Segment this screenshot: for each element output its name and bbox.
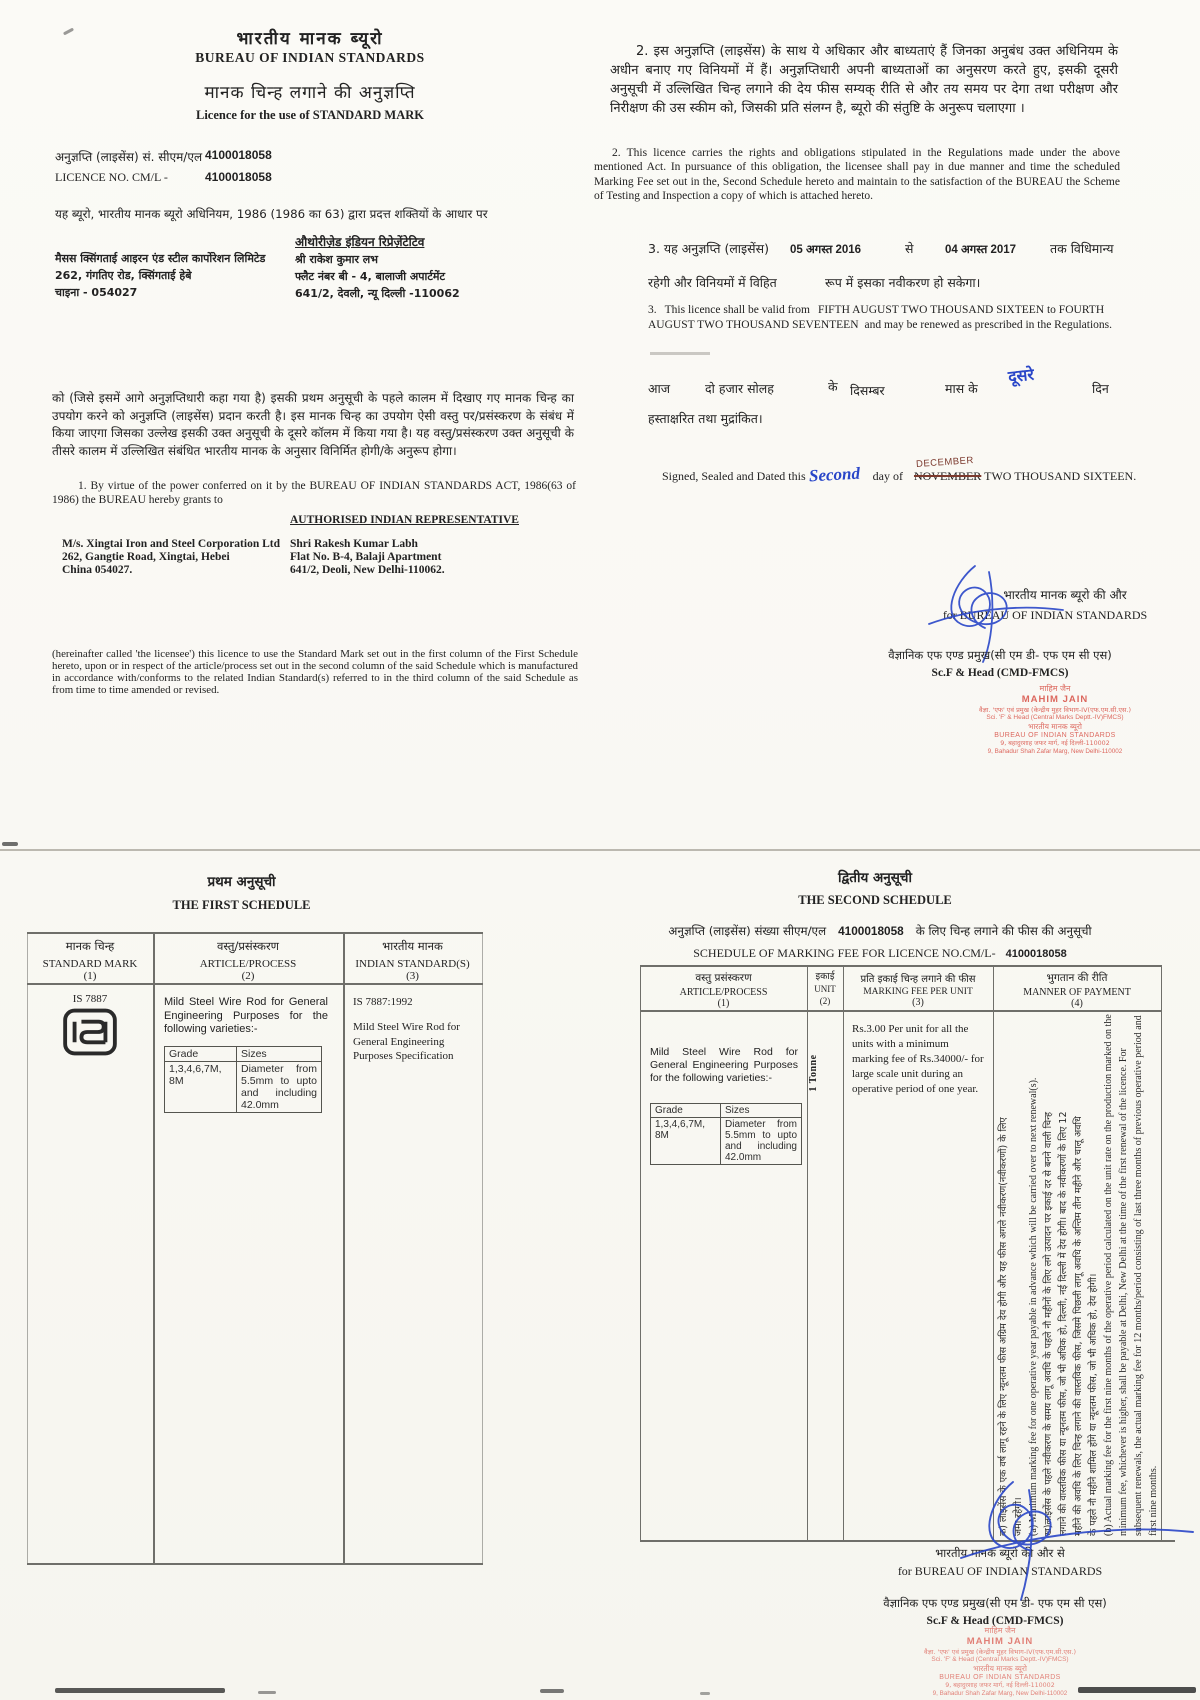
sizes-header-cell: Sizes (237, 1047, 322, 1062)
table-rule (843, 965, 844, 1540)
payment-line: first nine months. (1148, 1465, 1159, 1536)
s1-h2-english: ARTICLE/PROCESS (199, 958, 297, 970)
payment-terms-rotated (996, 1012, 1160, 1536)
air-en-line: 641/2, Deoli, New Delhi-110062. (290, 563, 445, 576)
org-name-english: BUREAU OF INDIAN STANDARDS (195, 50, 425, 65)
s2-sub-en: SCHEDULE OF MARKING FEE FOR LICENCE NO.CM/L- (693, 946, 996, 960)
org-name-hindi: भारतीय मानक ब्यूरो (236, 29, 384, 49)
scan-mark (2, 842, 18, 846)
clause2-english: 2. This licence carries the rights and obligations stipulated in the Regulations made under the above mentioned Act. In pursuance of this obligation, the licensee shall pay in due manner and time the scheduled Marking Fee set out in the, Second Schedule hereto and maintain to the satisfaction of the BUREAU the Scheme of Testing and Inspection a copy of which is attached hereto. (594, 147, 1120, 202)
official-stamp (930, 684, 1180, 756)
table-rule (27, 932, 28, 1563)
s2-header-article (640, 971, 807, 1009)
s2-h1-hindi: वस्तु प्रसंस्करण (695, 972, 752, 984)
table-rule (153, 932, 155, 1563)
s2-header-unit (807, 971, 843, 1007)
grant-paragraph-hindi: को (जिसे इसमें आगे अनुज्ञप्तिधारी कहा गया है) इसकी प्रथम अनुसूची के पहले कालम में दिखाए गए मानक चिन्ह का उपयोग करने को अनुज्ञप्ति (लाइसेंस) प्रदान करती है। इस मानक चिन्ह का उपयोग ऐसी वस्तु पर/प्रसंस्करण के संबंध में किया जाएगा जिसका उल्लेख इसकी उक्त अनुसूची के दूसरे कॉलम में किया गया है। यह वस्तु/प्रसंस्करण उक्त अनुसूची के तीसरे कालम में उल्लिखित संबंधित भारतीय मानक के अनुसार विनिर्मित होगी/के अनुरूप होगा। (52, 391, 574, 458)
stamp-line: 9, Bahadur Shah Zafar Marg, New Delhi-110002 (987, 748, 1123, 756)
stamp-line: वैज्ञा. 'एफ' एवं प्रमुख (केन्द्रीय मुहर विभाग-IV(एफ.एम.सी.एस.) (923, 1647, 1077, 1656)
licence-no-label-english: LICENCE NO. CM/L - (55, 170, 168, 184)
scan-mark (258, 1691, 276, 1694)
date-word-din: दिन (1092, 381, 1109, 396)
grade-sizes-table (650, 1103, 802, 1165)
schedule1-title-english: THE FIRST SCHEDULE (172, 898, 311, 912)
marking-fee-text: Rs.3.00 Per unit for all the units with a minimum marking fee of Rs.34000/- for large scale unit during an operative period of one year. (852, 1023, 984, 1095)
clause3-tail: and may be renewed as prescribed in the Regulations. (864, 319, 1113, 331)
air-en-line: Shri Rakesh Kumar Labh (290, 538, 418, 550)
s2-h1-english: ARTICLE/PROCESS (679, 987, 768, 998)
stamp-line: 9, बहादुरशाह जफर मार्ग, नई दिल्ली-110002 (1000, 740, 1110, 748)
s1-h3-english: INDIAN STANDARD(S) (355, 958, 470, 970)
scan-mark (540, 1689, 564, 1693)
schedule2-title-hindi: द्वितीय अनुसूची (838, 870, 912, 886)
air-en-line: Flat No. B-4, Balaji Apartment (290, 550, 442, 563)
designation-english: Sc.F & Head (CMD-FMCS) (931, 667, 1069, 679)
clause2-hindi: 2. इस अनुज्ञप्ति (लाइसेंस) के साथ ये अधिकार और बाध्यताएं हैं जिनका अनुबंध उक्त अधिनियम के अधीन बनाए गए विनियमों में हैं। अनुज्ञप्तिधारी अपनी बाध्यताओं का अनुसरण करते हुए, इसकी दूसरी अनुसूची में उल्लिखित चिन्ह लगाने की देय फीस सम्यक् रीति से और तय समय पर देगा तथा परीक्षण और निरीक्षण की उस स्कीम को, जिसकी प्रति संलग्न है, ब्यूरो की संतुष्टि के अनुरूप चलाएगा । (610, 44, 1118, 116)
s2-h2-hindi: इकाई (815, 971, 835, 982)
article-description: Mild Steel Wire Rod for General Engineering Purposes for the following varieties:- (650, 1046, 798, 1084)
scan-mark (1078, 1687, 1196, 1693)
intro-line-hindi: यह ब्यूरो, भारतीय मानक ब्यूरो अधिनियम, 1986 (1986 का 63) द्वारा प्रदत्त शक्तियों के आधार पर (55, 207, 488, 221)
air-hi-line: फ्लैट नंबर बी - 4, बालाजी अपार्टमेंट (295, 270, 446, 283)
s1-h2-number: (2) (241, 970, 255, 982)
designation-hindi: वैज्ञानिक एफ एण्ड प्रमुख(सी एम डी- एफ एम सी एस) (883, 1596, 1107, 1610)
s1-h3-hindi: भारतीय मानक (382, 939, 443, 953)
s2-h3-number: (3) (912, 997, 924, 1008)
s1-h2-hindi: वस्तु/प्रसंस्करण (217, 939, 279, 953)
isi-mark-logo (62, 1008, 118, 1056)
table-rule (482, 932, 483, 1563)
table-rule (343, 932, 345, 1563)
date-word-maas-ke: मास के (945, 381, 978, 396)
struck-month: NOVEMBER (913, 469, 982, 483)
payment-line: (a) Minimum marking fee for one operative year payable in advance which will be carried over to next renewal(s). (1028, 1077, 1039, 1536)
scan-mark (700, 1692, 710, 1695)
table-rule (640, 965, 1162, 967)
clause1-english: 1. By virtue of the power conferred on it by the BUREAU OF INDIAN STANDARDS ACT, 1986(63 of 1986) the BUREAU hereby grants to (52, 480, 576, 506)
stamp-line: BUREAU OF INDIAN STANDARDS (939, 1673, 1061, 1681)
table-rule (1161, 965, 1162, 1540)
s2-h4-number: (4) (1071, 998, 1083, 1009)
clause3-prefix-hindi: 3. यह अनुज्ञप्ति (लाइसेंस) (648, 241, 769, 256)
s2-h2-english: UNIT (814, 984, 836, 994)
date-word-aaj: आज (648, 381, 671, 396)
stamp-line: भारतीय मानक ब्यूरो (1028, 722, 1082, 732)
payment-line: के पहले नौ महीने शामिल होंगे या न्यूनतम फीस, जो भी अधिक हो, देय होगी। (1088, 1273, 1099, 1536)
for-bureau-english: for BUREAU OF INDIAN STANDARDS (897, 1564, 1103, 1578)
for-bureau-english: for BUREAU OF INDIAN STANDARDS (942, 608, 1148, 622)
s1-h1-english: STANDARD MARK (42, 958, 138, 970)
s2-sub-en-no: 4100018058 (1005, 948, 1067, 960)
s2-h2-number: (2) (819, 996, 831, 1006)
s1-header-standard (343, 939, 482, 982)
clause3-line2b-hindi: रूप में इसका नवीकरण हो सकेगा। (825, 275, 981, 290)
air-hi-line: श्री राकेश कुमार लभ (295, 253, 378, 266)
licensee-hi-line: मैसस क्सिंगताई आइरन एंड स्टील कार्पोरेशन लिमिटेड (55, 252, 266, 265)
licensee-en-line: 262, Gangtie Road, Xingtai, Hebei (62, 550, 230, 563)
s2-h3-english: MARKING FEE PER UNIT (863, 987, 973, 997)
grant-paragraph-english: (hereinafter called 'the licensee') this licence to use the Standard Mark set out in the first column of the First Schedule hereto, upon or in respect of the article/process set out in the second column of the said Schedule which is manufactured in accordance with/conforms to the related Indian Standard(s) referred to in the third column of the said Schedule as from time to time amended or revised. (52, 648, 578, 696)
stamp-line: MAHIM JAIN (966, 1636, 1034, 1647)
payment-line: जमा रहेगी। (1013, 1497, 1024, 1536)
licensee-hi-line: चाइना - 054027 (55, 286, 138, 299)
doc-title-english: Licence for the use of STANDARD MARK (196, 108, 424, 122)
air-heading-hindi: औथोरीज़ेड इंडियन रिप्रेज़ेंटेटिव (295, 235, 425, 249)
payment-line: महीने की अवधि के लिए चिन्ह लगाने की वास्तविक फीस, जिसमे पिछली लागू अवधि के अन्तिम तीन महीने और चालू अवधि (1073, 1116, 1084, 1536)
licence-no-value-english: 4100018058 (205, 170, 272, 184)
scan-smudge (650, 352, 710, 355)
clause3-line2a-hindi: रहेगी और विनियमों में विहित (648, 275, 777, 290)
indian-standard-code: IS 7887:1992 (353, 996, 413, 1008)
s1-header-standard-mark (27, 939, 153, 982)
stamp-line: माहिम जैन (1039, 684, 1071, 693)
table-rule (27, 983, 483, 985)
designation-hindi: वैज्ञानिक एफ एण्ड प्रमुख(सी एम डी- एफ एम सी एस) (888, 648, 1112, 662)
clause3-dates: FIFTH AUGUST TWO THOUSAND SIXTEEN to FOURTH AUGUST TWO THOUSAND SEVENTEEN (648, 304, 1105, 331)
stamp-line: Sci. 'F' & Head (Central Marks Deptt.-IV)FMCS) (931, 1656, 1069, 1663)
table-rule (27, 1563, 483, 1565)
table-rule (640, 965, 641, 1540)
stamp-line: माहिम जैन (984, 1626, 1016, 1635)
stamp-line: 9, Bahadur Shah Zafar Marg, New Delhi-110002 (932, 1690, 1068, 1698)
stamp-line: वैज्ञा. 'एफ' एवं प्रमुख (केन्द्रीय मुहर विभाग-IV(एफ.एम.सी.एस.) (978, 705, 1132, 714)
stamp-line: भारतीय मानक ब्यूरो (973, 1664, 1027, 1674)
handwritten-day-english: Second (808, 463, 861, 486)
unit-value: 1 Tonne (808, 1054, 819, 1092)
grade-header-cell: Grade (651, 1104, 721, 1118)
handwritten-day-hindi: दूसरे (1007, 366, 1035, 387)
air-heading-english: AUTHORISED INDIAN REPRESENTATIVE (290, 514, 519, 526)
designation-english: Sc.F & Head (CMD-FMCS) (926, 1615, 1064, 1627)
licence-no-label-hindi: अनुज्ञप्ति (लाइसेंस) सं. सीएम/एल (55, 150, 203, 164)
page-divider (0, 849, 1200, 851)
date-word-ke: के (828, 379, 838, 394)
stamp-line: 9, बहादुरशाह जफर मार्ग, नई दिल्ली-110002 (945, 1682, 1055, 1690)
signed-line-english (662, 454, 1137, 486)
clause3-num: 3. (648, 304, 657, 316)
for-bureau-hindi: भारतीय मानक ब्यूरो की और (1003, 588, 1127, 602)
schedule2-subtitle-english (600, 944, 1160, 962)
scan-mark (55, 1688, 225, 1693)
for-bureau-hindi: भारतीय मानक ब्यूरो की और से (935, 1546, 1065, 1560)
signature-ink (935, 1462, 1200, 1602)
s2-header-fee (843, 971, 993, 1008)
schedule1-title-hindi: प्रथम अनुसूची (207, 874, 276, 890)
air-address-english (290, 538, 530, 576)
article-description: Mild Steel Wire Rod for General Engineering Purposes for the following varieties:- (164, 996, 328, 1035)
air-hi-line: 641/2, देवली, न्यू दिल्ली -110062 (295, 287, 460, 300)
grade-sizes-table (164, 1046, 322, 1113)
licensee-hi-line: 262, गंगतिए रोड, क्सिंगताई हेबे (55, 269, 192, 282)
s2-sub-licence-no: 4100018058 (838, 924, 904, 938)
sizes-value-cell: Diameter from 5.5mm to upto and including 42.0mm (237, 1062, 322, 1113)
clause3-valid-hindi: तक विधिमान्य (1050, 241, 1114, 256)
s2-sub-suffix: के लिए चिन्ह लगाने की फीस की अनुसूची (915, 924, 1092, 938)
sizes-value-cell: Diameter from 5.5mm to upto and including 42.0mm (721, 1118, 802, 1165)
clause3-se: से (905, 241, 914, 256)
signed-lead: Signed, Sealed and Dated this (662, 469, 806, 483)
standard-mark-code: IS 7887 (72, 993, 108, 1005)
s2-sub-prefix: अनुज्ञप्ति (लाइसेंस) संख्या सीएम/एल (668, 924, 827, 938)
s1-h1-hindi: मानक चिन्ह (65, 939, 115, 953)
payment-line: लगाने की वास्तविक फीस या न्यूनतम फीस, जो भी अधिक हो, दिल्ली, नई दिल्ली में देय होगी। बाद के नवीकरणों के लिए 12 (1058, 1111, 1069, 1536)
licensee-address-hindi (55, 250, 290, 301)
sizes-header-cell: Sizes (721, 1104, 802, 1118)
licence-no-value: 4100018058 (205, 148, 272, 162)
s1-h3-number: (3) (406, 970, 419, 982)
payment-line: (b) Actual marking fee for the first nine months of the operative period calculated on the unit rate on the production marked on the (1103, 1014, 1114, 1536)
stamp-line: Sci. 'F' & Head (Central Marks Deptt.-IV)FMCS) (986, 714, 1124, 721)
s2-h3-hindi: प्रति इकाई चिन्ह लगाने की फीस (860, 974, 976, 985)
s1-header-article (153, 939, 343, 982)
valid-from-date-hindi: 05 अगस्त 2016 (790, 244, 862, 256)
grade-value-cell: 1,3,4,6,7M, 8M (651, 1118, 721, 1165)
licensee-en-line: M/s. Xingtai Iron and Steel Corporation Ltd (62, 538, 280, 550)
payment-line: minimum fee, whichever is higher, shall be payable at Delhi, New Delhi at the time of the first renewal of the licence. For (1118, 1048, 1129, 1536)
air-address-hindi (295, 251, 535, 302)
valid-to-date-hindi: 04 अगस्त 2017 (945, 244, 1017, 256)
unit-cell (808, 1035, 842, 1111)
licensee-en-line: China 054027. (62, 563, 133, 576)
indian-standard-description: Mild Steel Wire Rod for General Engineering Purposes Specification (353, 1021, 460, 1062)
s2-h4-english: MANNER OF PAYMENT (1023, 987, 1131, 998)
s2-h4-hindi: भुगतान की रीति (1046, 972, 1108, 984)
s1-h1-number: (1) (83, 970, 97, 982)
table-rule (27, 932, 483, 934)
stamp-line: BUREAU OF INDIAN STANDARDS (994, 731, 1116, 739)
signed-mid: day of (872, 469, 903, 483)
stamp-line: MAHIM JAIN (1021, 694, 1089, 705)
payment-line: ख)लाइसेंस के पहले नवीकरण के समय लागू अवधि के पहले नौ महीनों के लिए लगे उत्पादन पर इकाई दर से बनने वाली चिन्ह (1043, 1111, 1054, 1536)
handwritten-month: DECEMBER (915, 454, 975, 471)
signed-tail: TWO THOUSAND SIXTEEN. (984, 469, 1137, 483)
payment-line: subsequent renewals, the actual marking fee for 12 months/period consisting of last three months of previous operative period and (1133, 1015, 1144, 1536)
s2-h1-number: (1) (717, 998, 730, 1009)
payment-line: क) लाइसेंस के एक वर्ष लागू रहने के लिए न्यूनतम फीस अग्रिम देय होगी और यह फीस अगले नवीकरण(नवीकरणों) के लिए (998, 1117, 1009, 1536)
date-year-hindi: दो हजार सोलह (705, 381, 774, 396)
date-month-hindi: दिसम्बर (850, 383, 885, 398)
s2-header-payment (993, 971, 1161, 1009)
manner-of-payment-cell (996, 1012, 1160, 1536)
grade-value-cell: 1,3,4,6,7M, 8M (165, 1062, 237, 1113)
clause3-english (648, 303, 1120, 333)
grade-header-cell: Grade (165, 1047, 237, 1062)
clause3-lead: This licence shall be valid from (664, 304, 810, 316)
schedule2-title-english: THE SECOND SCHEDULE (798, 893, 952, 907)
sealed-line-hindi: हस्ताक्षरित तथा मुद्रांकित। (648, 411, 763, 426)
doc-title-hindi: मानक चिन्ह लगाने की अनुज्ञप्ति (204, 83, 416, 103)
schedule2-subtitle-hindi (600, 922, 1160, 940)
licensee-address-english (62, 538, 287, 576)
table-rule (993, 965, 994, 1540)
